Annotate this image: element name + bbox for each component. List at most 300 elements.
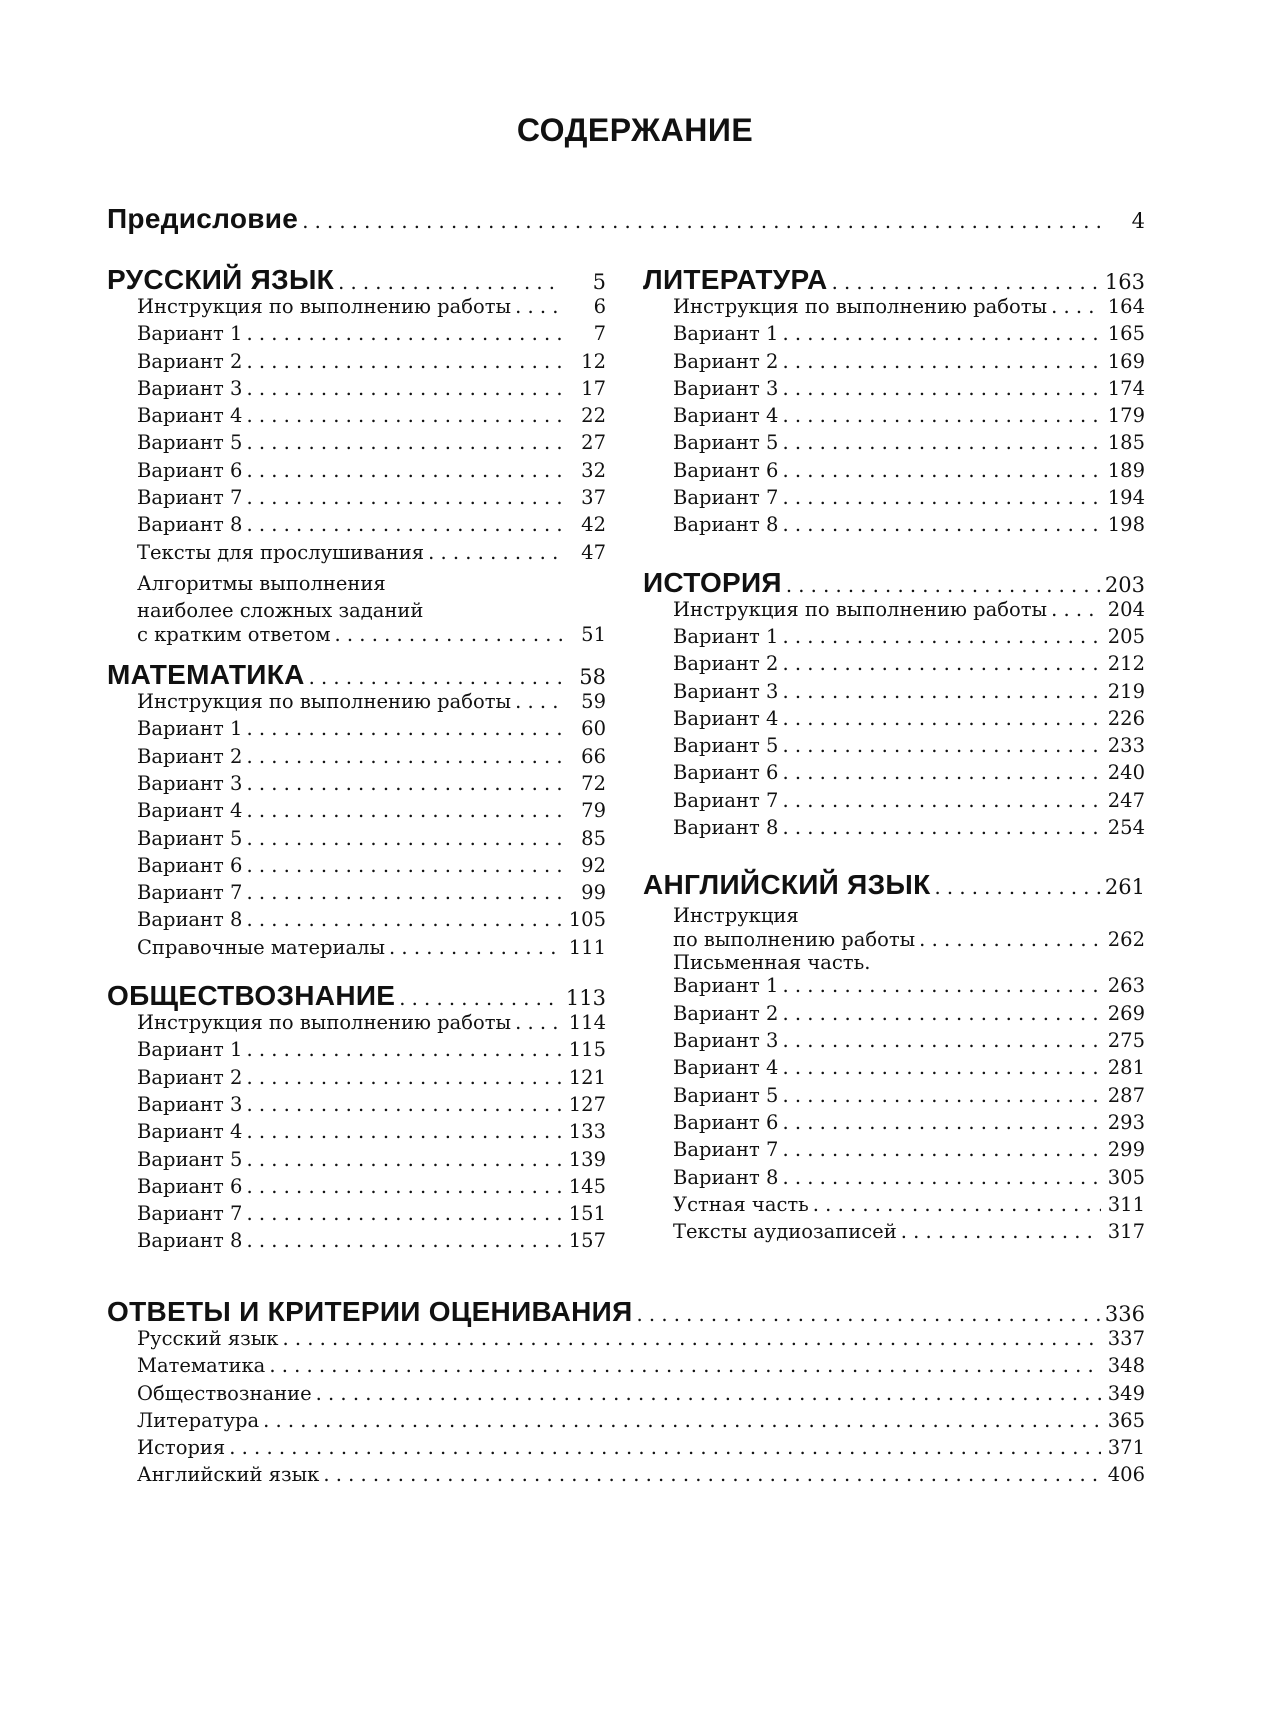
leader-dots [832, 273, 1101, 293]
leader-dots [901, 1222, 1101, 1242]
entry-label: Вариант 2 [673, 1001, 779, 1025]
toc-entry[interactable] [137, 1204, 606, 1231]
entry-page: 281 [1107, 1056, 1145, 1080]
leader-dots [782, 791, 1101, 811]
entry-label: Вариант 1 [673, 322, 779, 346]
entry-label: Вариант 8 [137, 1229, 243, 1253]
entry-page: 105 [568, 908, 606, 932]
leader-dots [782, 976, 1101, 996]
entry-page: 262 [1107, 927, 1145, 951]
entry-label: Вариант 8 [137, 908, 243, 932]
toc-entry[interactable] [673, 763, 1145, 790]
entry-line: наиболее сложных заданий [137, 599, 424, 623]
entry-page: 72 [581, 771, 606, 795]
entry-page: 233 [1107, 734, 1145, 758]
entry-label: Вариант 4 [673, 706, 779, 730]
entry-label: Вариант 3 [673, 1029, 779, 1053]
entry-page: 133 [568, 1120, 606, 1144]
leader-dots [246, 352, 562, 372]
leader-dots [246, 406, 562, 426]
entry-page: 79 [581, 799, 606, 823]
toc-left-column [107, 266, 606, 1259]
leader-dots [782, 1140, 1101, 1160]
leader-dots [246, 1122, 562, 1142]
entry-page: 179 [1107, 404, 1145, 428]
entry-page: 47 [581, 540, 606, 564]
entry-page: 114 [568, 1011, 606, 1035]
toc-entry[interactable] [673, 736, 1145, 763]
toc-entry-multiline[interactable] [673, 902, 1145, 976]
preface-label: Предисловие [107, 203, 299, 234]
toc-entry[interactable] [137, 406, 606, 433]
leader-dots [246, 910, 562, 930]
leader-dots [246, 1204, 562, 1224]
toc-entry[interactable] [137, 540, 606, 570]
toc-entry[interactable] [137, 1381, 1145, 1411]
toc-entry-multiline[interactable] [137, 570, 606, 644]
entry-page: 27 [581, 431, 606, 455]
leader-dots [515, 1013, 562, 1033]
leader-dots [782, 433, 1101, 453]
toc-entry[interactable] [137, 910, 606, 937]
entry-page: 247 [1107, 788, 1145, 812]
entry-label: Вариант 3 [673, 376, 779, 400]
entry-page: 85 [581, 826, 606, 850]
entry-label: Обществознание [137, 1381, 312, 1405]
section-heading[interactable] [107, 982, 606, 1013]
entry-label: Вариант 1 [137, 1038, 243, 1062]
entry-page: 169 [1107, 349, 1145, 373]
entry-line: Письменная часть. [673, 951, 871, 975]
entry-page: 42 [581, 513, 606, 537]
leader-dots [782, 1168, 1101, 1188]
entry-page: 198 [1107, 513, 1145, 537]
toc-entry[interactable] [137, 1329, 1145, 1356]
section-title: РУССКИЙ ЯЗЫК [107, 264, 335, 295]
entry-page: 17 [581, 376, 606, 400]
toc-entry[interactable] [137, 1092, 606, 1122]
leader-dots [782, 736, 1101, 756]
toc-entry[interactable] [673, 1165, 1145, 1195]
section-heading[interactable] [643, 566, 1145, 600]
toc-entry[interactable] [137, 1065, 606, 1095]
leader-dots [246, 1095, 562, 1115]
leader-dots [782, 654, 1101, 674]
toc-preface[interactable] [107, 205, 1145, 233]
section-heading[interactable] [107, 1298, 1145, 1329]
entry-page: 254 [1107, 816, 1145, 840]
entry-page: 157 [568, 1229, 606, 1253]
leader-dots [515, 692, 562, 712]
entry-page: 337 [1107, 1327, 1145, 1350]
toc-section [107, 661, 606, 965]
leader-dots [782, 406, 1101, 426]
section-title: ЛИТЕРАТУРА [643, 264, 828, 295]
leader-dots [335, 625, 563, 645]
leader-dots [338, 273, 562, 293]
leader-dots [782, 1086, 1101, 1106]
toc-entry[interactable] [137, 458, 606, 488]
entry-page: 32 [581, 458, 606, 482]
entry-page: 240 [1107, 761, 1145, 785]
section-page: 203 [1104, 572, 1145, 597]
toc-entry[interactable] [137, 433, 606, 460]
toc-entry[interactable] [137, 376, 606, 406]
entry-page: 311 [1107, 1192, 1145, 1216]
toc-entry[interactable] [673, 1001, 1145, 1031]
toc-right-column [643, 266, 1145, 1249]
toc-entry[interactable] [673, 654, 1145, 681]
toc-entry[interactable] [137, 1147, 606, 1177]
entry-label: Вариант 2 [137, 1065, 243, 1089]
entry-page: 151 [568, 1202, 606, 1226]
entry-label: Вариант 6 [137, 458, 243, 482]
section-heading[interactable] [643, 871, 1145, 902]
leader-dots [246, 1068, 562, 1088]
toc-entry[interactable] [137, 1013, 606, 1040]
entry-page: 164 [1107, 295, 1145, 318]
leader-dots [246, 829, 562, 849]
entry-label: Английский язык [137, 1463, 320, 1487]
entry-page: 121 [568, 1065, 606, 1089]
entry-label: История [137, 1436, 226, 1460]
entry-label: Вариант 2 [137, 744, 243, 768]
leader-dots [282, 1329, 1101, 1349]
toc-entry[interactable] [137, 1356, 1145, 1383]
entry-page: 174 [1107, 376, 1145, 400]
entry-page: 349 [1107, 1381, 1145, 1405]
toc-entry[interactable] [673, 324, 1145, 351]
entry-page: 204 [1107, 597, 1145, 621]
section-page: 113 [565, 986, 606, 1011]
entry-page: 269 [1107, 1001, 1145, 1025]
entry-label: Вариант 6 [137, 1174, 243, 1198]
entry-label: Математика [137, 1354, 266, 1378]
entry-label: с кратким ответом [137, 622, 331, 646]
entry-label: Вариант 4 [137, 1120, 243, 1144]
entry-label: Вариант 5 [673, 1083, 779, 1107]
entry-label: Вариант 2 [673, 652, 779, 676]
entry-label: Инструкция по выполнению работы [673, 597, 1048, 621]
toc-entry[interactable] [673, 706, 1145, 736]
page-title: СОДЕРЖАНИЕ [516, 112, 754, 148]
toc-entry[interactable] [673, 458, 1145, 488]
toc-entry[interactable] [137, 1174, 606, 1204]
entry-label: Вариант 3 [673, 679, 779, 703]
toc-entry[interactable] [673, 297, 1145, 324]
toc-entry[interactable] [673, 818, 1145, 845]
toc-entry[interactable] [673, 1110, 1145, 1140]
leader-dots [935, 878, 1101, 898]
leader-dots [782, 1113, 1101, 1133]
entry-label: Вариант 2 [673, 349, 779, 373]
entry-page: 371 [1107, 1436, 1145, 1460]
toc-entry[interactable] [137, 1231, 606, 1258]
leader-dots [782, 709, 1101, 729]
leader-dots [515, 297, 562, 317]
toc-entry[interactable] [137, 771, 606, 801]
entry-page: 99 [581, 881, 606, 905]
entry-label: Вариант 1 [137, 322, 243, 346]
entry-page: 406 [1107, 1463, 1145, 1487]
entry-page: 60 [581, 717, 606, 741]
leader-dots [246, 1231, 562, 1251]
entry-page: 165 [1107, 322, 1145, 346]
entry-label: Инструкция по выполнению работы [673, 295, 1048, 318]
leader-dots [782, 1058, 1101, 1078]
section-heading[interactable] [107, 661, 606, 692]
entry-page: 263 [1107, 974, 1145, 998]
entry-label: Вариант 3 [137, 1092, 243, 1116]
entry-page: 127 [568, 1092, 606, 1116]
toc-entry[interactable] [673, 976, 1145, 1003]
leader-dots [782, 763, 1101, 783]
entry-label: Вариант 5 [673, 431, 779, 455]
leader-dots [782, 1031, 1101, 1051]
leader-dots [246, 1040, 562, 1060]
toc-entry[interactable] [137, 801, 606, 828]
leader-dots [229, 1438, 1101, 1458]
entry-page: 115 [568, 1038, 606, 1062]
entry-label: Вариант 8 [673, 1165, 779, 1189]
toc-entry[interactable] [137, 1122, 606, 1149]
entry-label: Вариант 6 [137, 853, 243, 877]
toc-entry[interactable] [673, 788, 1145, 818]
entry-page: 12 [581, 349, 606, 373]
entry-page: 219 [1107, 679, 1145, 703]
entry-label: Вариант 8 [673, 513, 779, 537]
section-title: ИСТОРИЯ [643, 566, 782, 598]
toc-entry[interactable] [673, 1140, 1145, 1167]
entry-label: Вариант 1 [673, 974, 779, 998]
toc-entry[interactable] [137, 1040, 606, 1067]
toc-entry[interactable] [673, 1192, 1145, 1222]
toc-entry[interactable] [673, 597, 1145, 627]
entry-label: Инструкция по выполнению работы [137, 690, 512, 714]
entry-page: 6 [593, 295, 606, 318]
entry-label: Вариант 5 [137, 826, 243, 850]
leader-dots [246, 433, 562, 453]
toc-entry[interactable] [673, 488, 1145, 515]
entry-page: 92 [581, 853, 606, 877]
entry-page: 287 [1107, 1083, 1145, 1107]
toc-entry[interactable] [137, 515, 606, 542]
leader-dots [782, 1004, 1101, 1024]
entry-line: Алгоритмы выполнения [137, 571, 386, 595]
entry-page: 305 [1107, 1165, 1145, 1189]
toc-entry[interactable] [137, 324, 606, 351]
entry-page: 22 [581, 404, 606, 428]
toc-entry[interactable] [137, 826, 606, 856]
leader-dots [246, 324, 562, 344]
toc-entry[interactable] [137, 883, 606, 910]
leader-dots [637, 1305, 1101, 1325]
entry-label: Вариант 4 [673, 404, 779, 428]
leader-dots [782, 352, 1101, 372]
section-heading[interactable] [107, 266, 606, 297]
entry-page: 37 [581, 486, 606, 510]
entry-label: Вариант 7 [137, 1202, 243, 1226]
toc-entry[interactable] [137, 349, 606, 379]
section-page: 58 [579, 665, 606, 690]
entry-label: Устная часть [673, 1192, 809, 1216]
leader-dots [263, 1411, 1101, 1431]
toc-entry[interactable] [673, 1058, 1145, 1085]
toc-entry[interactable] [673, 1031, 1145, 1058]
leader-dots [786, 576, 1101, 596]
entry-page: 185 [1107, 431, 1145, 455]
section-heading[interactable] [643, 266, 1145, 297]
leader-dots [782, 324, 1101, 344]
entry-label: Вариант 7 [137, 881, 243, 905]
toc-entry[interactable] [137, 853, 606, 883]
entry-page: 317 [1107, 1220, 1145, 1244]
leader-dots [246, 801, 562, 821]
entry-label: Вариант 5 [137, 431, 243, 455]
leader-dots [246, 774, 562, 794]
entry-label: Вариант 2 [137, 349, 243, 373]
toc-entry[interactable] [137, 744, 606, 774]
leader-dots [782, 627, 1101, 647]
entry-page: 139 [568, 1147, 606, 1171]
leader-dots [782, 818, 1101, 838]
section-title: ОБЩЕСТВОЗНАНИЕ [107, 980, 396, 1012]
toc-entry[interactable] [137, 297, 606, 324]
toc-entry[interactable] [137, 719, 606, 746]
entry-page: 293 [1107, 1110, 1145, 1134]
entry-page: 212 [1107, 652, 1145, 676]
section-title: ОТВЕТЫ И КРИТЕРИИ ОЦЕНИВАНИЯ [107, 1296, 633, 1327]
section-title: МАТЕМАТИКА [107, 659, 305, 691]
toc-section [643, 566, 1145, 846]
section-page: 5 [592, 270, 606, 294]
entry-label: Русский язык [137, 1327, 279, 1350]
entry-label: Вариант 7 [673, 788, 779, 812]
entry-label: Литература [137, 1408, 260, 1432]
toc-entry[interactable] [137, 488, 606, 515]
entry-label: Вариант 4 [137, 404, 243, 428]
entry-label: Вариант 6 [673, 761, 779, 785]
entry-label: Вариант 4 [137, 799, 243, 823]
entry-label: Вариант 3 [137, 376, 243, 400]
entry-label: Тексты аудиозаписей [673, 1220, 897, 1244]
leader-dots [813, 1195, 1101, 1215]
entry-label: Тексты для прослушивания [137, 540, 425, 564]
toc-entry[interactable] [673, 1222, 1145, 1249]
entry-label: Вариант 8 [673, 816, 779, 840]
entry-label: Вариант 3 [137, 771, 243, 795]
toc-entry[interactable] [137, 1465, 1145, 1492]
entry-label: Вариант 1 [673, 624, 779, 648]
toc-section [107, 266, 606, 644]
leader-dots [246, 379, 562, 399]
preface-page: 4 [1131, 209, 1145, 233]
entry-page: 145 [568, 1174, 606, 1198]
entry-label: Вариант 6 [673, 1110, 779, 1134]
leader-dots [246, 1150, 562, 1170]
leader-dots [246, 488, 562, 508]
entry-label: Справочные материалы [137, 935, 386, 959]
entry-page: 7 [593, 322, 606, 346]
entry-page: 299 [1107, 1138, 1145, 1162]
toc-entry[interactable] [673, 515, 1145, 542]
leader-dots [316, 1384, 1101, 1404]
toc-answers [107, 1298, 1145, 1493]
leader-dots [1051, 297, 1101, 317]
leader-dots [246, 1177, 562, 1197]
leader-dots [246, 461, 562, 481]
section-page: 261 [1104, 875, 1145, 900]
entry-label: Вариант 5 [137, 1147, 243, 1171]
entry-page: 111 [568, 935, 606, 959]
entry-label: Вариант 7 [673, 486, 779, 510]
toc-entry[interactable] [673, 679, 1145, 709]
toc-entry[interactable] [137, 1438, 1145, 1465]
entry-label: Вариант 1 [137, 717, 243, 741]
entry-page: 59 [581, 690, 606, 714]
section-page: 163 [1104, 270, 1145, 294]
leader-dots [269, 1356, 1101, 1376]
leader-dots [309, 668, 562, 688]
entry-label: Вариант 6 [673, 458, 779, 482]
leader-dots [302, 212, 1101, 232]
entry-page: 365 [1107, 1408, 1145, 1432]
toc-entry[interactable] [673, 433, 1145, 460]
leader-dots [1051, 600, 1101, 620]
section-title: АНГЛИЙСКИЙ ЯЗЫК [643, 869, 931, 901]
toc-section [643, 871, 1145, 1249]
entry-label: Вариант 4 [673, 1056, 779, 1080]
leader-dots [782, 379, 1101, 399]
entry-page: 275 [1107, 1029, 1145, 1053]
leader-dots [246, 856, 562, 876]
entry-page: 194 [1107, 486, 1145, 510]
toc-section [643, 266, 1145, 543]
toc-entry[interactable] [673, 376, 1145, 406]
entry-page: 51 [581, 622, 606, 646]
entry-label: Инструкция по выполнению работы [137, 1011, 512, 1035]
leader-dots [919, 930, 1101, 950]
leader-dots [782, 682, 1101, 702]
leader-dots [428, 543, 562, 563]
toc-entry[interactable] [673, 1083, 1145, 1113]
entry-page: 205 [1107, 624, 1145, 648]
entry-page: 66 [581, 744, 606, 768]
leader-dots [782, 488, 1101, 508]
toc-entry[interactable] [137, 692, 606, 719]
entry-label: Вариант 5 [673, 734, 779, 758]
leader-dots [246, 719, 562, 739]
entry-label: Вариант 8 [137, 513, 243, 537]
section-page: 336 [1104, 1302, 1145, 1326]
toc-entry[interactable] [673, 624, 1145, 654]
toc-entry[interactable] [137, 1408, 1145, 1438]
toc-entry[interactable] [137, 935, 606, 965]
toc-entry[interactable] [673, 349, 1145, 379]
leader-dots [782, 515, 1101, 535]
entry-label: Вариант 7 [137, 486, 243, 510]
leader-dots [246, 883, 562, 903]
leader-dots [246, 515, 562, 535]
leader-dots [399, 989, 562, 1009]
entry-line: Инструкция [673, 904, 799, 928]
toc-entry[interactable] [673, 406, 1145, 433]
entry-page: 348 [1107, 1354, 1145, 1378]
leader-dots [389, 938, 562, 958]
entry-page: 226 [1107, 706, 1145, 730]
toc-section [107, 982, 606, 1259]
entry-label: по выполнению работы [673, 927, 916, 951]
